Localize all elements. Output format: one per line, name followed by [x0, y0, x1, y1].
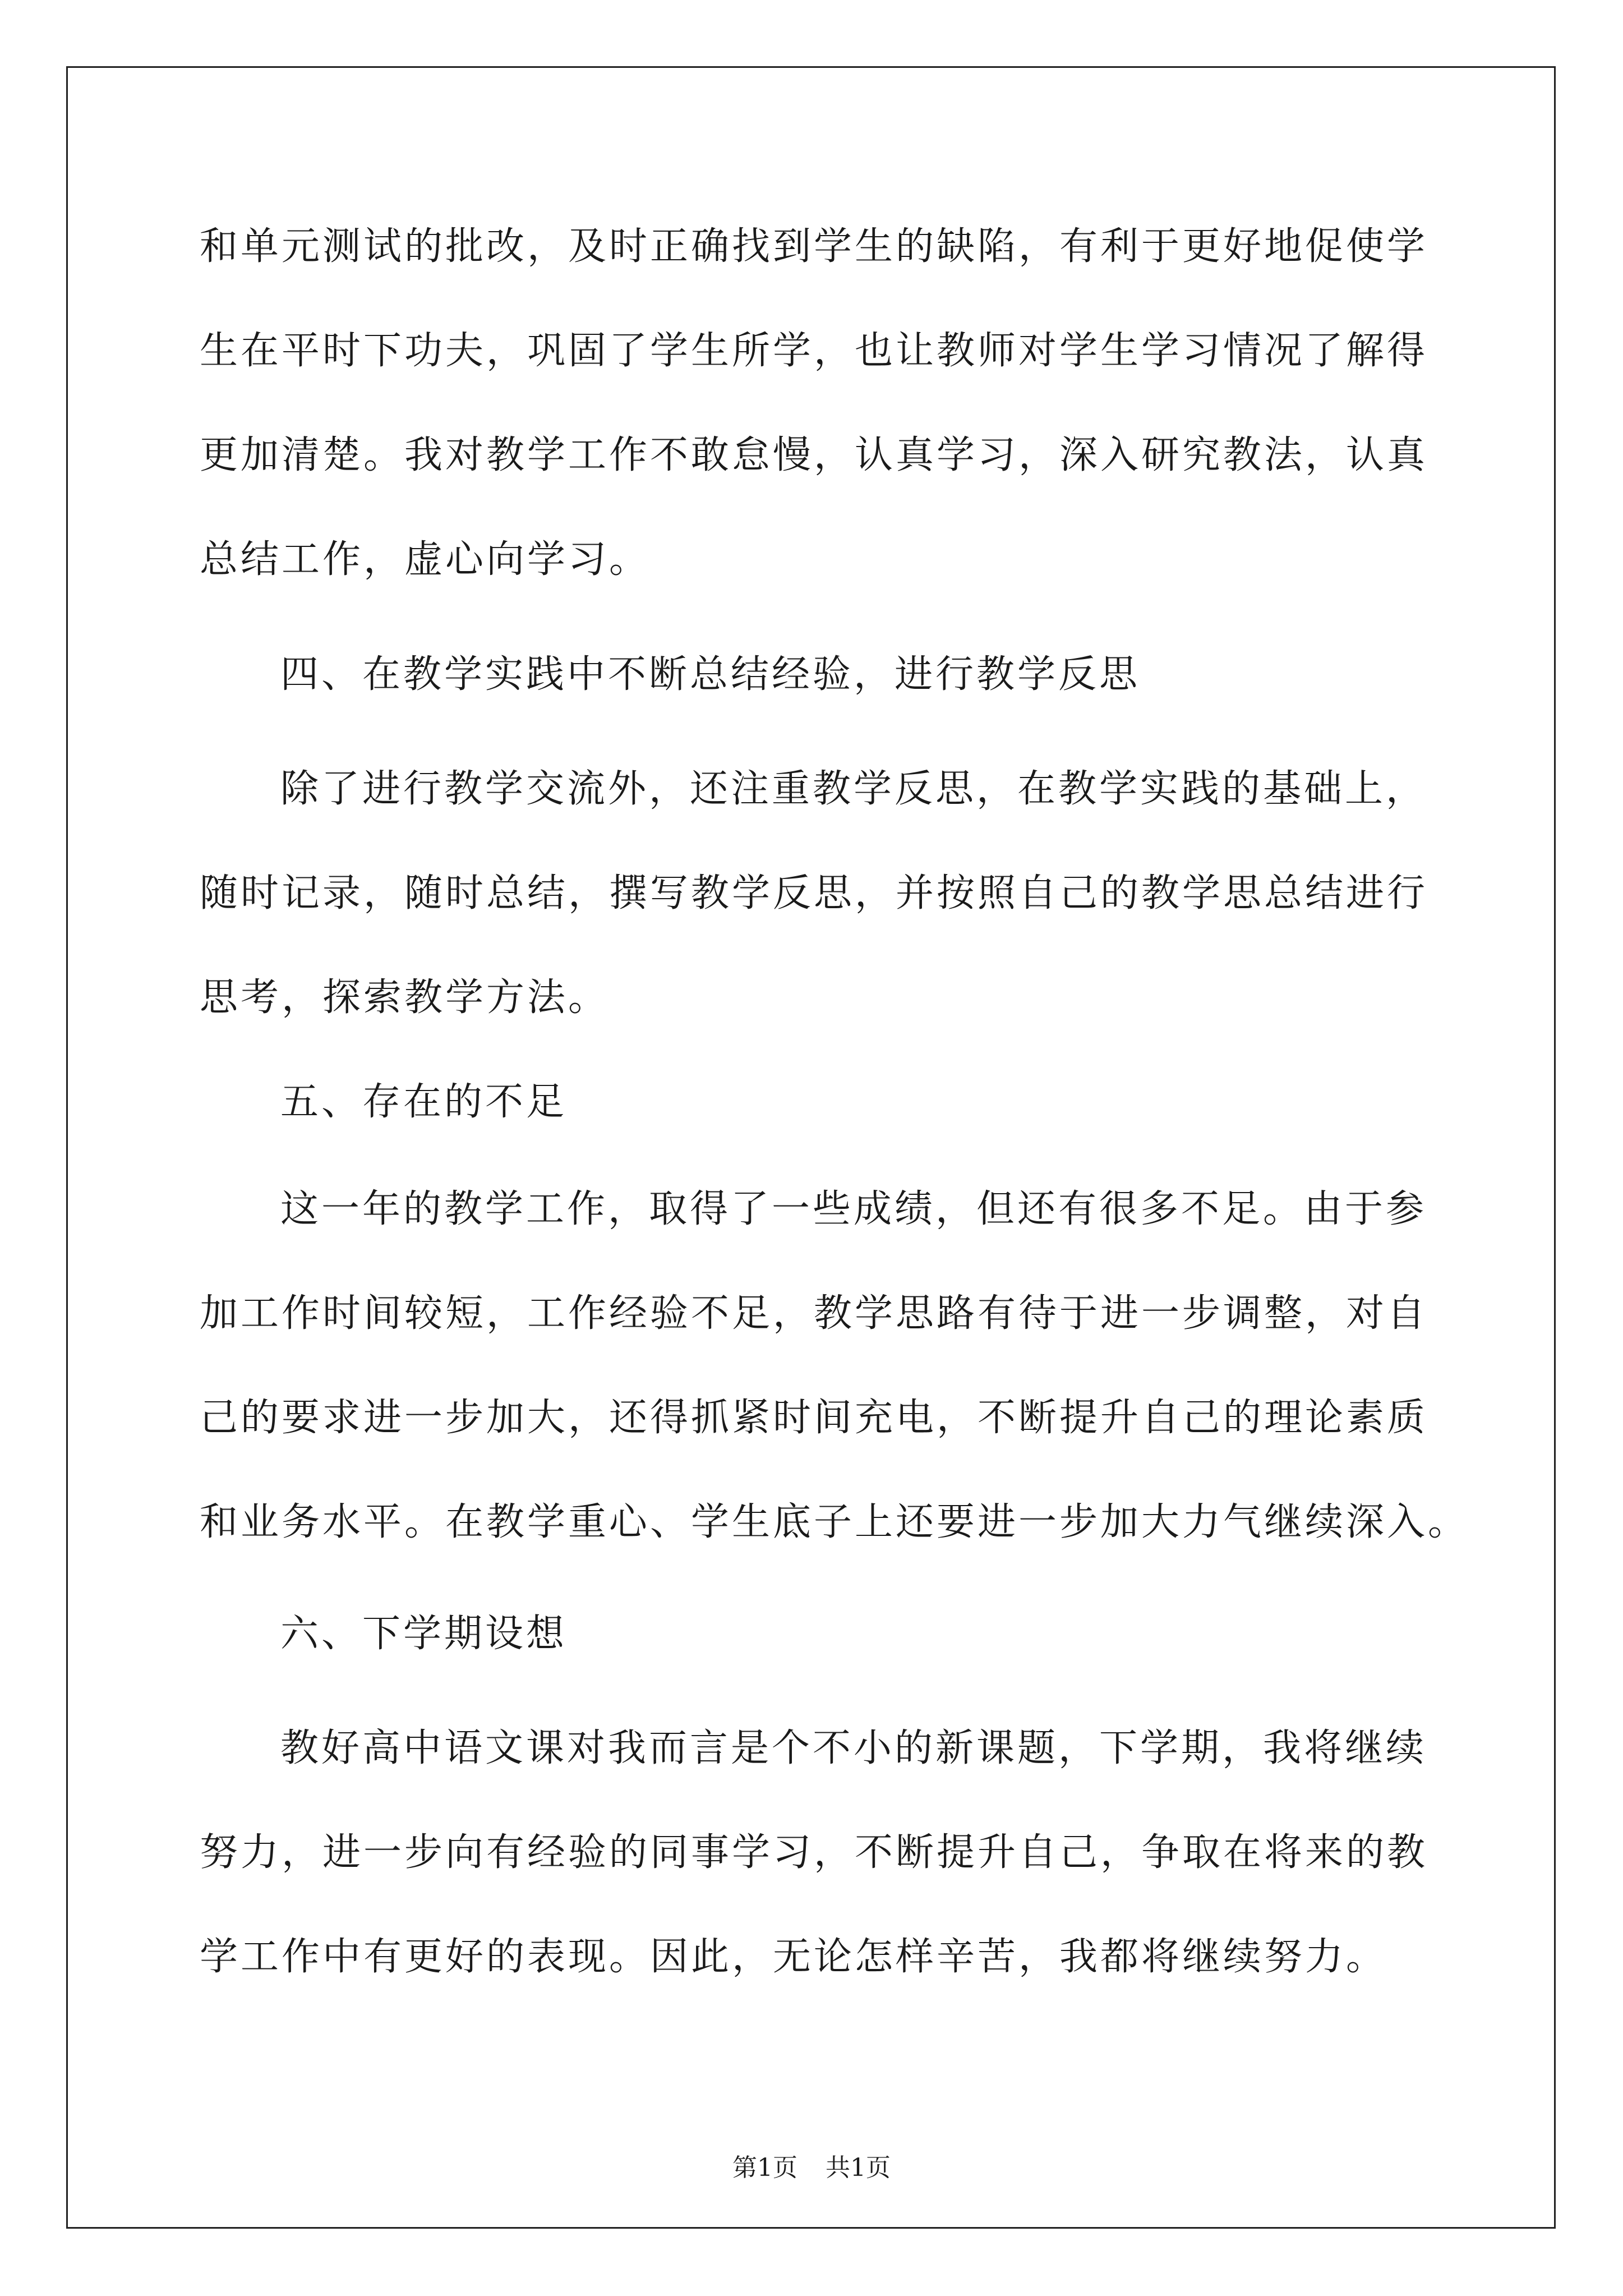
- text-line: 除了进行教学交流外，还注重教学反思，在教学实践的基础上，: [280, 767, 1427, 811]
- text-line: 思考，探索教学方法。: [200, 976, 610, 1020]
- text-line: 生在平时下功夫，巩固了学生所学，也让教师对学生学习情况了解得: [200, 329, 1428, 373]
- text-line: 总结工作，虚心向学习。: [200, 537, 651, 582]
- page-number: 第1页: [732, 2154, 797, 2182]
- text-line: 教好高中语文课对我而言是个不小的新课题，下学期，我将继续: [280, 1726, 1427, 1770]
- page-border: [66, 66, 1556, 2229]
- text-line: 这一年的教学工作，取得了一些成绩，但还有很多不足。由于参: [280, 1187, 1427, 1231]
- text-line: 和业务水平。在教学重心、学生底子上还要进一步加大力气继续深入。: [200, 1500, 1469, 1544]
- text-line: 随时记录，随时总结，撰写教学反思，并按照自己的教学思总结进行: [200, 871, 1428, 915]
- text-line: 更加清楚。我对教学工作不敢怠慢，认真学习，深入研究教法，认真: [200, 433, 1428, 477]
- section-heading: 五、存在的不足: [280, 1080, 568, 1124]
- text-line: 加工作时间较短，工作经验不足，教学思路有待于进一步调整，对自: [200, 1291, 1428, 1336]
- text-line: 学工作中有更好的表现。因此，无论怎样辛苦，我都将继续努力。: [200, 1935, 1387, 1979]
- text-line: 和单元测试的批改，及时正确找到学生的缺陷，有利于更好地促使学: [200, 224, 1428, 269]
- page-total: 共1页: [826, 2154, 891, 2182]
- page-footer: [0, 2151, 1623, 2185]
- text-line: 己的要求进一步加大，还得抓紧时间充电，不断提升自己的理论素质: [200, 1396, 1428, 1440]
- section-heading: 六、下学期设想: [280, 1612, 568, 1656]
- section-heading: 四、在教学实践中不断总结经验，进行教学反思: [280, 652, 1141, 697]
- text-line: 努力，进一步向有经验的同事学习，不断提升自己，争取在将来的教: [200, 1830, 1428, 1875]
